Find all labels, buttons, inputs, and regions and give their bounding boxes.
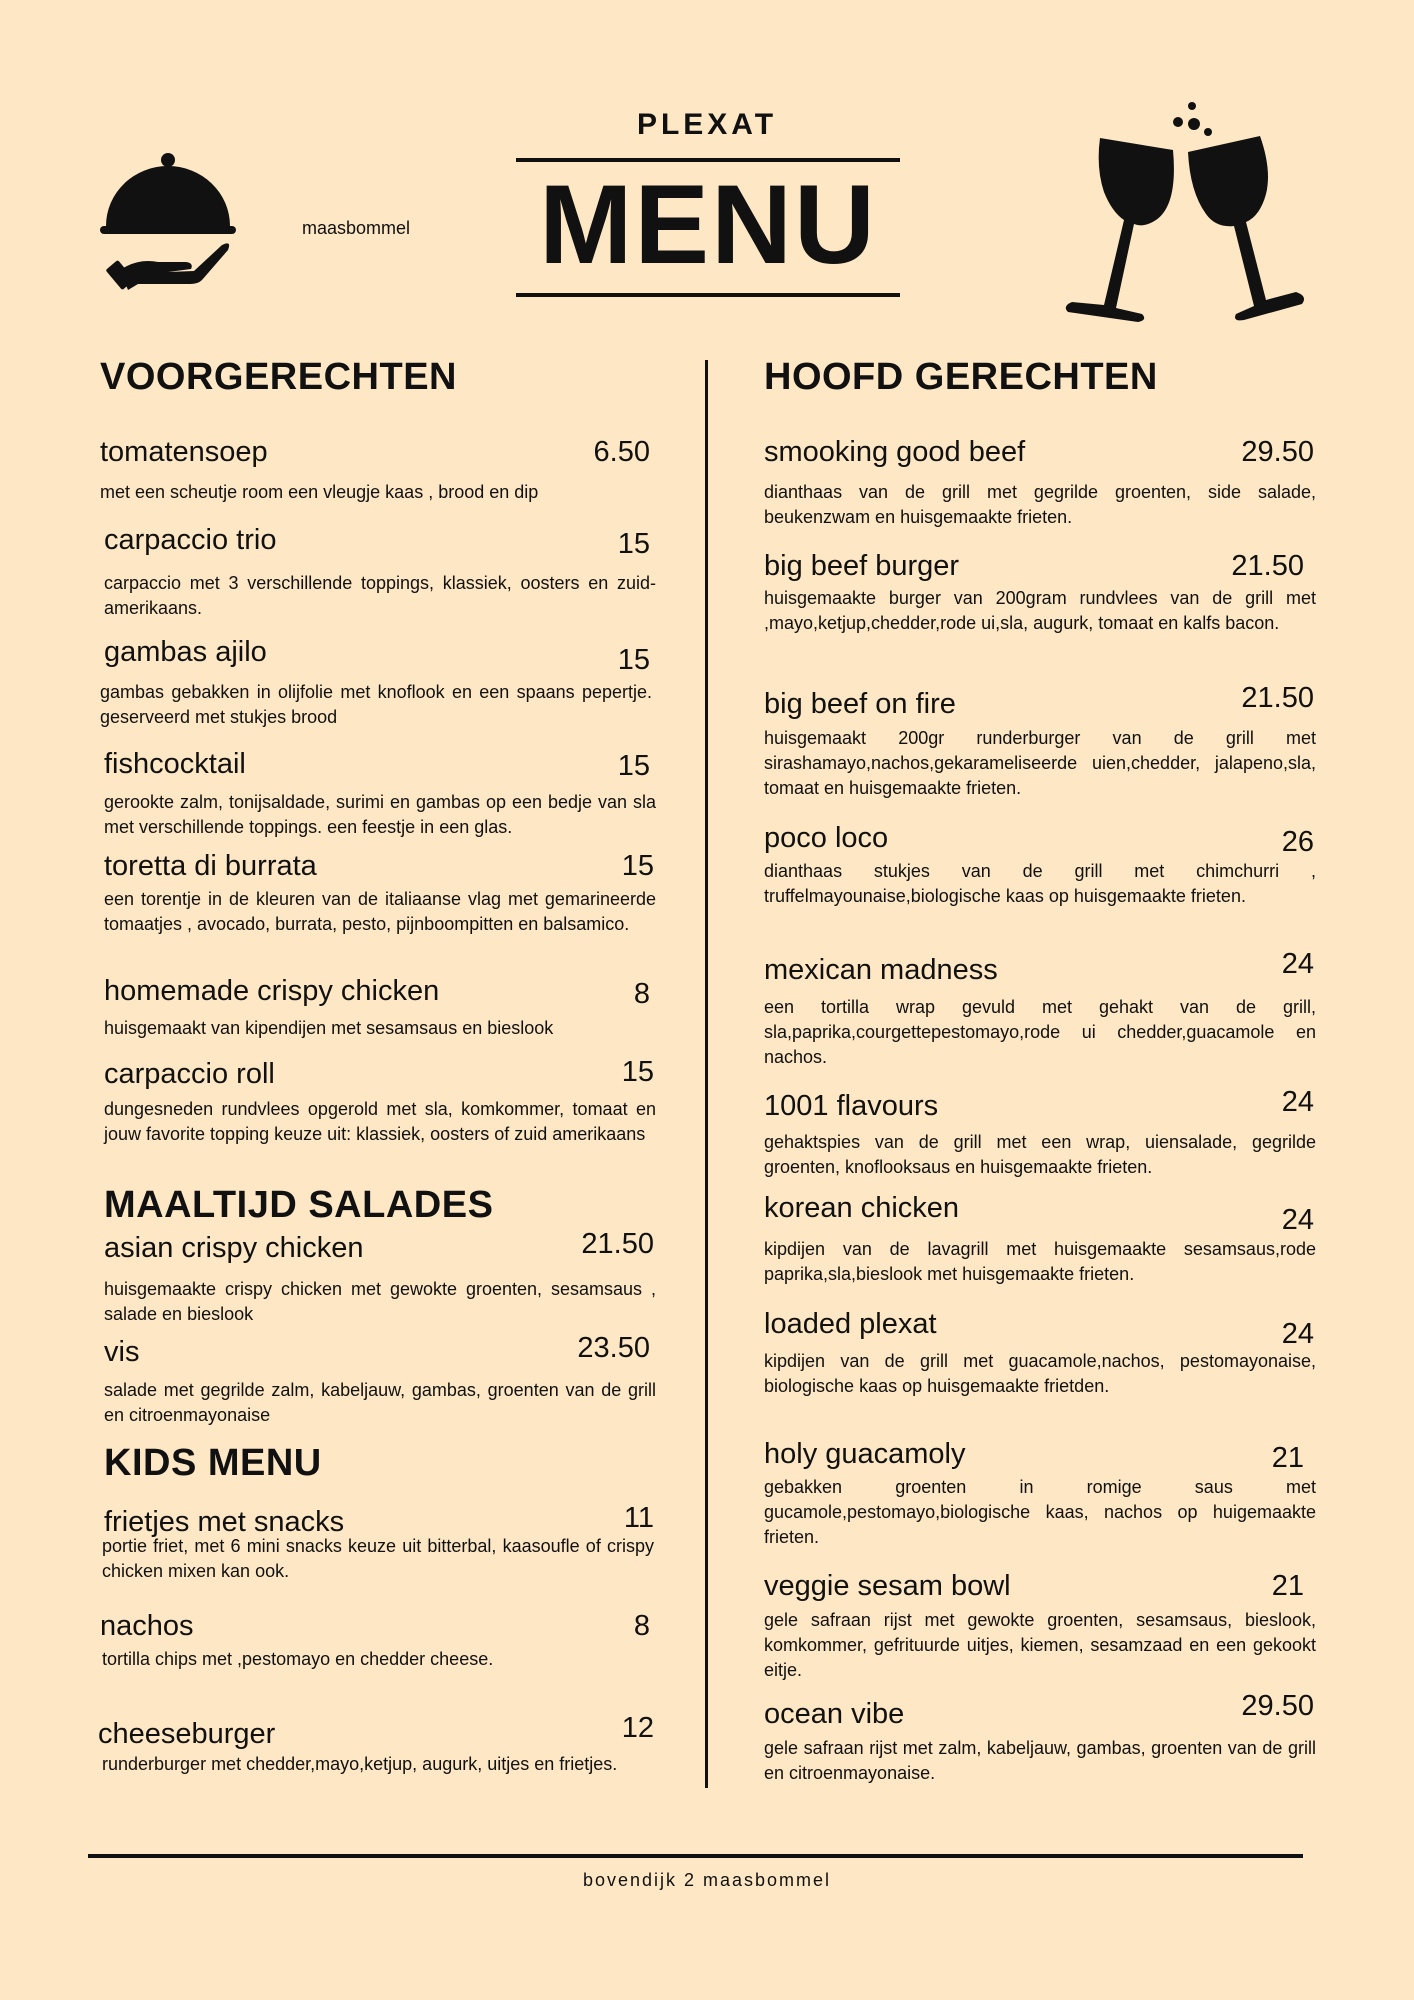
item-description: dianthaas stukjes van de grill met chimchurri , truffelmayounaise,biologische kaas op huisgemaakte frieten. — [764, 861, 1316, 906]
item-price: 29.50 — [1241, 436, 1314, 468]
location-label: maasbommel — [302, 218, 411, 238]
item-name: ocean vibe — [764, 1698, 905, 1730]
item-price: 15 — [617, 644, 650, 676]
item-price: 15 — [621, 850, 654, 882]
item-price: 15 — [621, 1056, 654, 1088]
footer-rule — [88, 1854, 1303, 1858]
item-description: carpaccio met 3 verschillende toppings, klassiek, oosters en zuid-amerikaans. — [104, 573, 656, 618]
item-description: dianthaas van de grill met gegrilde groenten, side salade, beukenzwam en huisgemaakte frieten. — [764, 482, 1316, 527]
item-price: 21.50 — [1241, 682, 1314, 714]
item-price: 24 — [1281, 1204, 1314, 1236]
section-title-hoofdgerechten: HOOFD GERECHTEN — [764, 356, 1158, 398]
item-name: mexican madness — [764, 954, 998, 986]
item-name: gambas ajilo — [104, 636, 267, 668]
item-name: vis — [104, 1336, 140, 1368]
item-name: tomatensoep — [100, 436, 268, 468]
item-description: huisgemaakt van kipendijen met sesamsaus en bieslook — [104, 1018, 554, 1038]
item-description: huisgemaakt 200gr runderburger van de grill met sirashamayo,nachos,gekarameliseerde uien,chedder, jalapeno,sla, tomaat en huisgemaakte frieten. — [764, 728, 1316, 798]
item-name: loaded plexat — [764, 1308, 937, 1340]
item-description: huisgemaakte crispy chicken met gewokte groenten, sesamsaus , salade en bieslook — [104, 1279, 656, 1324]
wine-glasses-toast-icon — [1060, 100, 1320, 325]
footer-address: bovendijk 2 maasbommel — [582, 1870, 832, 1890]
item-price: 6.50 — [593, 436, 650, 468]
item-price: 21.50 — [581, 1228, 654, 1260]
item-price: 26 — [1281, 826, 1314, 858]
item-description: met een scheutje room een vleugje kaas , brood en dip — [100, 482, 539, 502]
item-price: 21.50 — [1231, 550, 1304, 582]
item-name: korean chicken — [764, 1192, 960, 1224]
item-name: homemade crispy chicken — [104, 975, 440, 1007]
item-name: frietjes met snacks — [104, 1506, 345, 1538]
item-price: 21 — [1271, 1570, 1304, 1602]
item-name: nachos — [100, 1610, 194, 1642]
item-description: kipdijen van de lavagrill met huisgemaakte sesamsaus,rode paprika,sla,bieslook met huisgemaakte frieten. — [764, 1239, 1316, 1284]
item-name: asian crispy chicken — [104, 1232, 364, 1264]
item-description: gehaktspies van de grill met een wrap, uiensalade, gegrilde groenten, knoflooksaus en huisgemaakte frieten. — [764, 1132, 1316, 1177]
item-price: 29.50 — [1241, 1690, 1314, 1722]
item-description: gambas gebakken in olijfolie met knoflook en een spaans pepertje. geserveerd met stukjes brood — [100, 682, 652, 727]
item-price: 24 — [1281, 1086, 1314, 1118]
item-description: gele safraan rijst met zalm, kabeljauw, gambas, groenten van de grill en citroenmayonaise. — [764, 1738, 1316, 1783]
item-price: 8 — [633, 1610, 650, 1642]
item-price: 15 — [617, 750, 650, 782]
section-title-salades: MAALTIJD SALADES — [104, 1184, 494, 1226]
serving-cloche-icon — [98, 150, 243, 290]
item-name: veggie sesam bowl — [764, 1570, 1011, 1602]
item-name: cheeseburger — [98, 1718, 276, 1750]
title-rule-bottom — [516, 293, 900, 297]
item-name: 1001 flavours — [764, 1090, 939, 1122]
section-title-kids: KIDS MENU — [104, 1442, 322, 1484]
item-price: 24 — [1281, 1318, 1314, 1350]
item-name: carpaccio trio — [104, 524, 277, 556]
item-price: 8 — [633, 978, 650, 1010]
item-description: runderburger met chedder,mayo,ketjup, augurk, uitjes en frietjes. — [102, 1754, 618, 1774]
item-price: 23.50 — [577, 1332, 650, 1364]
item-description: dungesneden rundvlees opgerold met sla, komkommer, tomaat en jouw favorite topping keuze uit: klassiek, oosters of zuid amerikaans — [104, 1099, 656, 1144]
item-description: portie friet, met 6 mini snacks keuze uit bitterbal, kaasoufle of crispy chicken mixen kan ook. — [102, 1536, 654, 1581]
item-name: poco loco — [764, 822, 889, 854]
item-price: 15 — [617, 528, 650, 560]
item-name: carpaccio roll — [104, 1058, 275, 1090]
item-name: big beef burger — [764, 550, 960, 582]
item-description: een tortilla wrap gevuld met gehakt van de grill, sla,paprika,courgettepestomayo,rode ui chedder,guacamole en nachos. — [764, 997, 1316, 1067]
item-description: huisgemaakte burger van 200gram rundvlees van de grill met ,mayo,ketjup,chedder,rode ui,sla, augurk, tomaat en kalfs bacon. — [764, 588, 1316, 633]
item-name: big beef on fire — [764, 688, 956, 720]
page-title: MENU — [539, 162, 877, 287]
column-divider — [705, 360, 708, 1788]
item-description: gebakken groenten in romige saus met gucamole,pestomayo,biologische kaas, nachos op huigemaakte frieten. — [764, 1477, 1316, 1547]
item-price: 12 — [621, 1712, 654, 1744]
item-price: 21 — [1271, 1442, 1304, 1474]
item-name: fishcocktail — [104, 748, 246, 780]
brand-name: PLEXAT — [636, 108, 778, 141]
item-description: gerookte zalm, tonijsaldade, surimi en gambas op een bedje van sla met verschillende toppings. een feestje in een glas. — [104, 792, 656, 837]
item-name: holy guacamoly — [764, 1438, 966, 1470]
item-description: kipdijen van de grill met guacamole,nachos, pestomayonaise, biologische kaas op huisgemaakte frietden. — [764, 1351, 1316, 1396]
item-price: 11 — [623, 1502, 654, 1534]
item-description: een torentje in de kleuren van de italiaanse vlag met gemarineerde tomaatjes , avocado, burrata, pesto, pijnboompitten en balsamico. — [104, 889, 656, 934]
item-description: gele safraan rijst met gewokte groenten, sesamsaus, bieslook, komkommer, gefrituurde uitjes, kiemen, sesamzaad en een gekookt eitje. — [764, 1610, 1316, 1680]
item-description: salade met gegrilde zalm, kabeljauw, gambas, groenten van de grill en citroenmayonaise — [104, 1380, 656, 1425]
section-title-voorgerechten: VOORGERECHTEN — [100, 356, 457, 398]
item-description: tortilla chips met ,pestomayo en chedder cheese. — [102, 1649, 494, 1669]
item-name: toretta di burrata — [104, 850, 317, 882]
item-price: 24 — [1281, 948, 1314, 980]
item-name: smooking good beef — [764, 436, 1026, 468]
